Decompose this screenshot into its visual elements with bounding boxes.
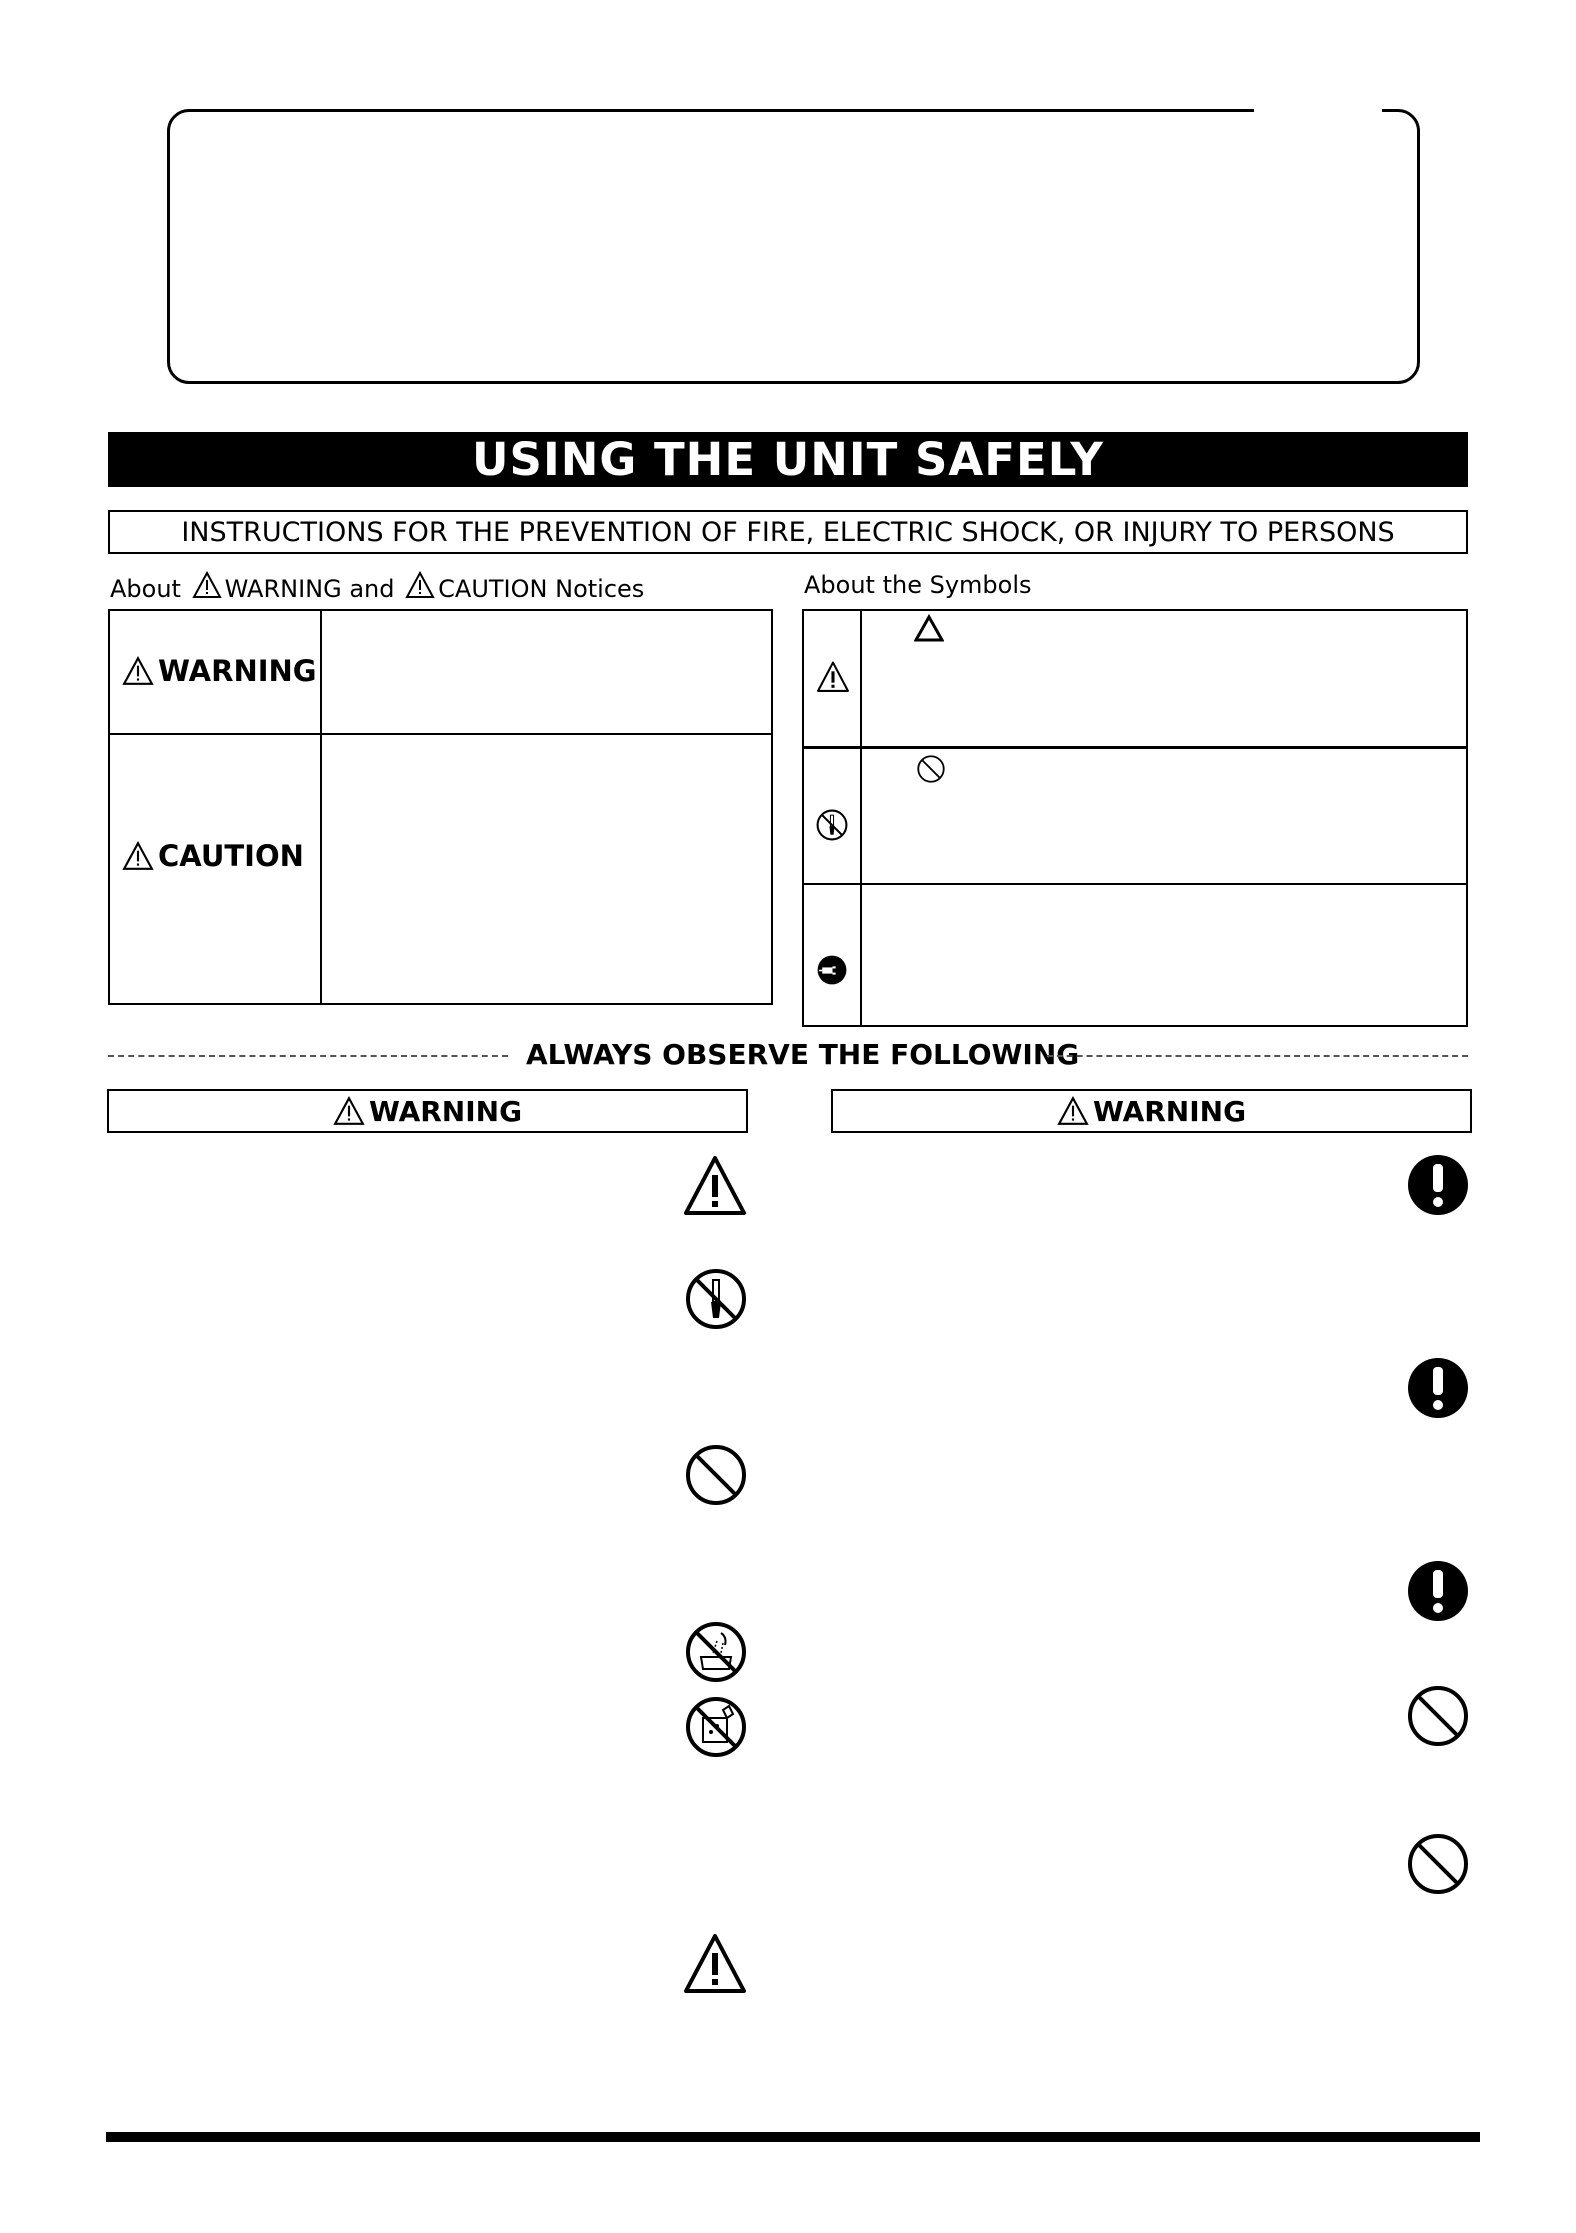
- label-and: and: [349, 575, 395, 603]
- notices-table-divider: [320, 609, 322, 1005]
- notices-table-divider: [108, 733, 773, 735]
- mandatory-action-icon: [1405, 1558, 1471, 1624]
- notice-warning-label: [122, 654, 317, 688]
- label-notices: Notices: [555, 575, 645, 603]
- prohibited-icon: [1405, 1831, 1471, 1897]
- dashed-rule: [1047, 1055, 1468, 1057]
- prohibited-icon: [916, 754, 946, 784]
- caution-triangle-icon: [122, 841, 154, 871]
- notice-caution-text: CAUTION: [158, 839, 304, 873]
- bottom-rule: [106, 2132, 1480, 2142]
- no-disassembly-icon: [815, 808, 849, 842]
- no-liquid-container-icon: [683, 1694, 749, 1760]
- mandatory-action-icon: [1405, 1152, 1471, 1218]
- right-warning-header: [831, 1089, 1472, 1133]
- notices-section-label: [110, 571, 644, 603]
- symbols-table-divider: [860, 609, 862, 1027]
- symbols-table-divider: [802, 746, 1468, 749]
- notice-caution-label: [122, 839, 304, 873]
- left-warning-header-text: WARNING: [368, 1094, 523, 1128]
- right-warning-header-text: WARNING: [1092, 1094, 1247, 1128]
- prohibited-icon: [1405, 1683, 1471, 1749]
- top-frame-box: [167, 109, 1420, 384]
- symbols-table-divider: [802, 883, 1468, 885]
- warning-triangle-icon: [333, 1096, 365, 1126]
- caution-triangle-icon: [682, 1153, 748, 1219]
- warning-triangle-icon: [1057, 1096, 1089, 1126]
- top-frame-gap: [1254, 104, 1382, 116]
- symbols-table: [802, 609, 1468, 1027]
- caution-triangle-icon: [815, 660, 851, 694]
- label-about: About: [110, 575, 181, 603]
- instructions-subtitle: INSTRUCTIONS FOR THE PREVENTION OF FIRE, ELECTRIC SHOCK, OR INJURY TO PERSONS: [108, 510, 1468, 554]
- notice-warning-text: WARNING: [158, 654, 317, 688]
- no-disassembly-icon: [683, 1266, 749, 1332]
- symbols-section-label: About the Symbols: [804, 571, 1032, 599]
- caution-triangle-icon: [682, 1931, 748, 1997]
- page-title: USING THE UNIT SAFELY: [108, 432, 1468, 487]
- always-observe-heading: ALWAYS OBSERVE THE FOLLOWING: [526, 1038, 1080, 1071]
- unplug-icon: [815, 953, 849, 987]
- label-caution: CAUTION: [438, 575, 548, 603]
- warning-triangle-icon: [122, 656, 154, 686]
- dashed-rule: [108, 1055, 508, 1057]
- caution-triangle-icon: [405, 571, 435, 599]
- warning-triangle-icon: [192, 571, 222, 599]
- left-warning-header: [107, 1089, 748, 1133]
- mandatory-action-icon: [1405, 1355, 1471, 1421]
- no-water-icon: [683, 1619, 749, 1685]
- small-triangle-icon: [914, 614, 944, 642]
- prohibited-icon: [683, 1442, 749, 1508]
- label-warning: WARNING: [224, 575, 342, 603]
